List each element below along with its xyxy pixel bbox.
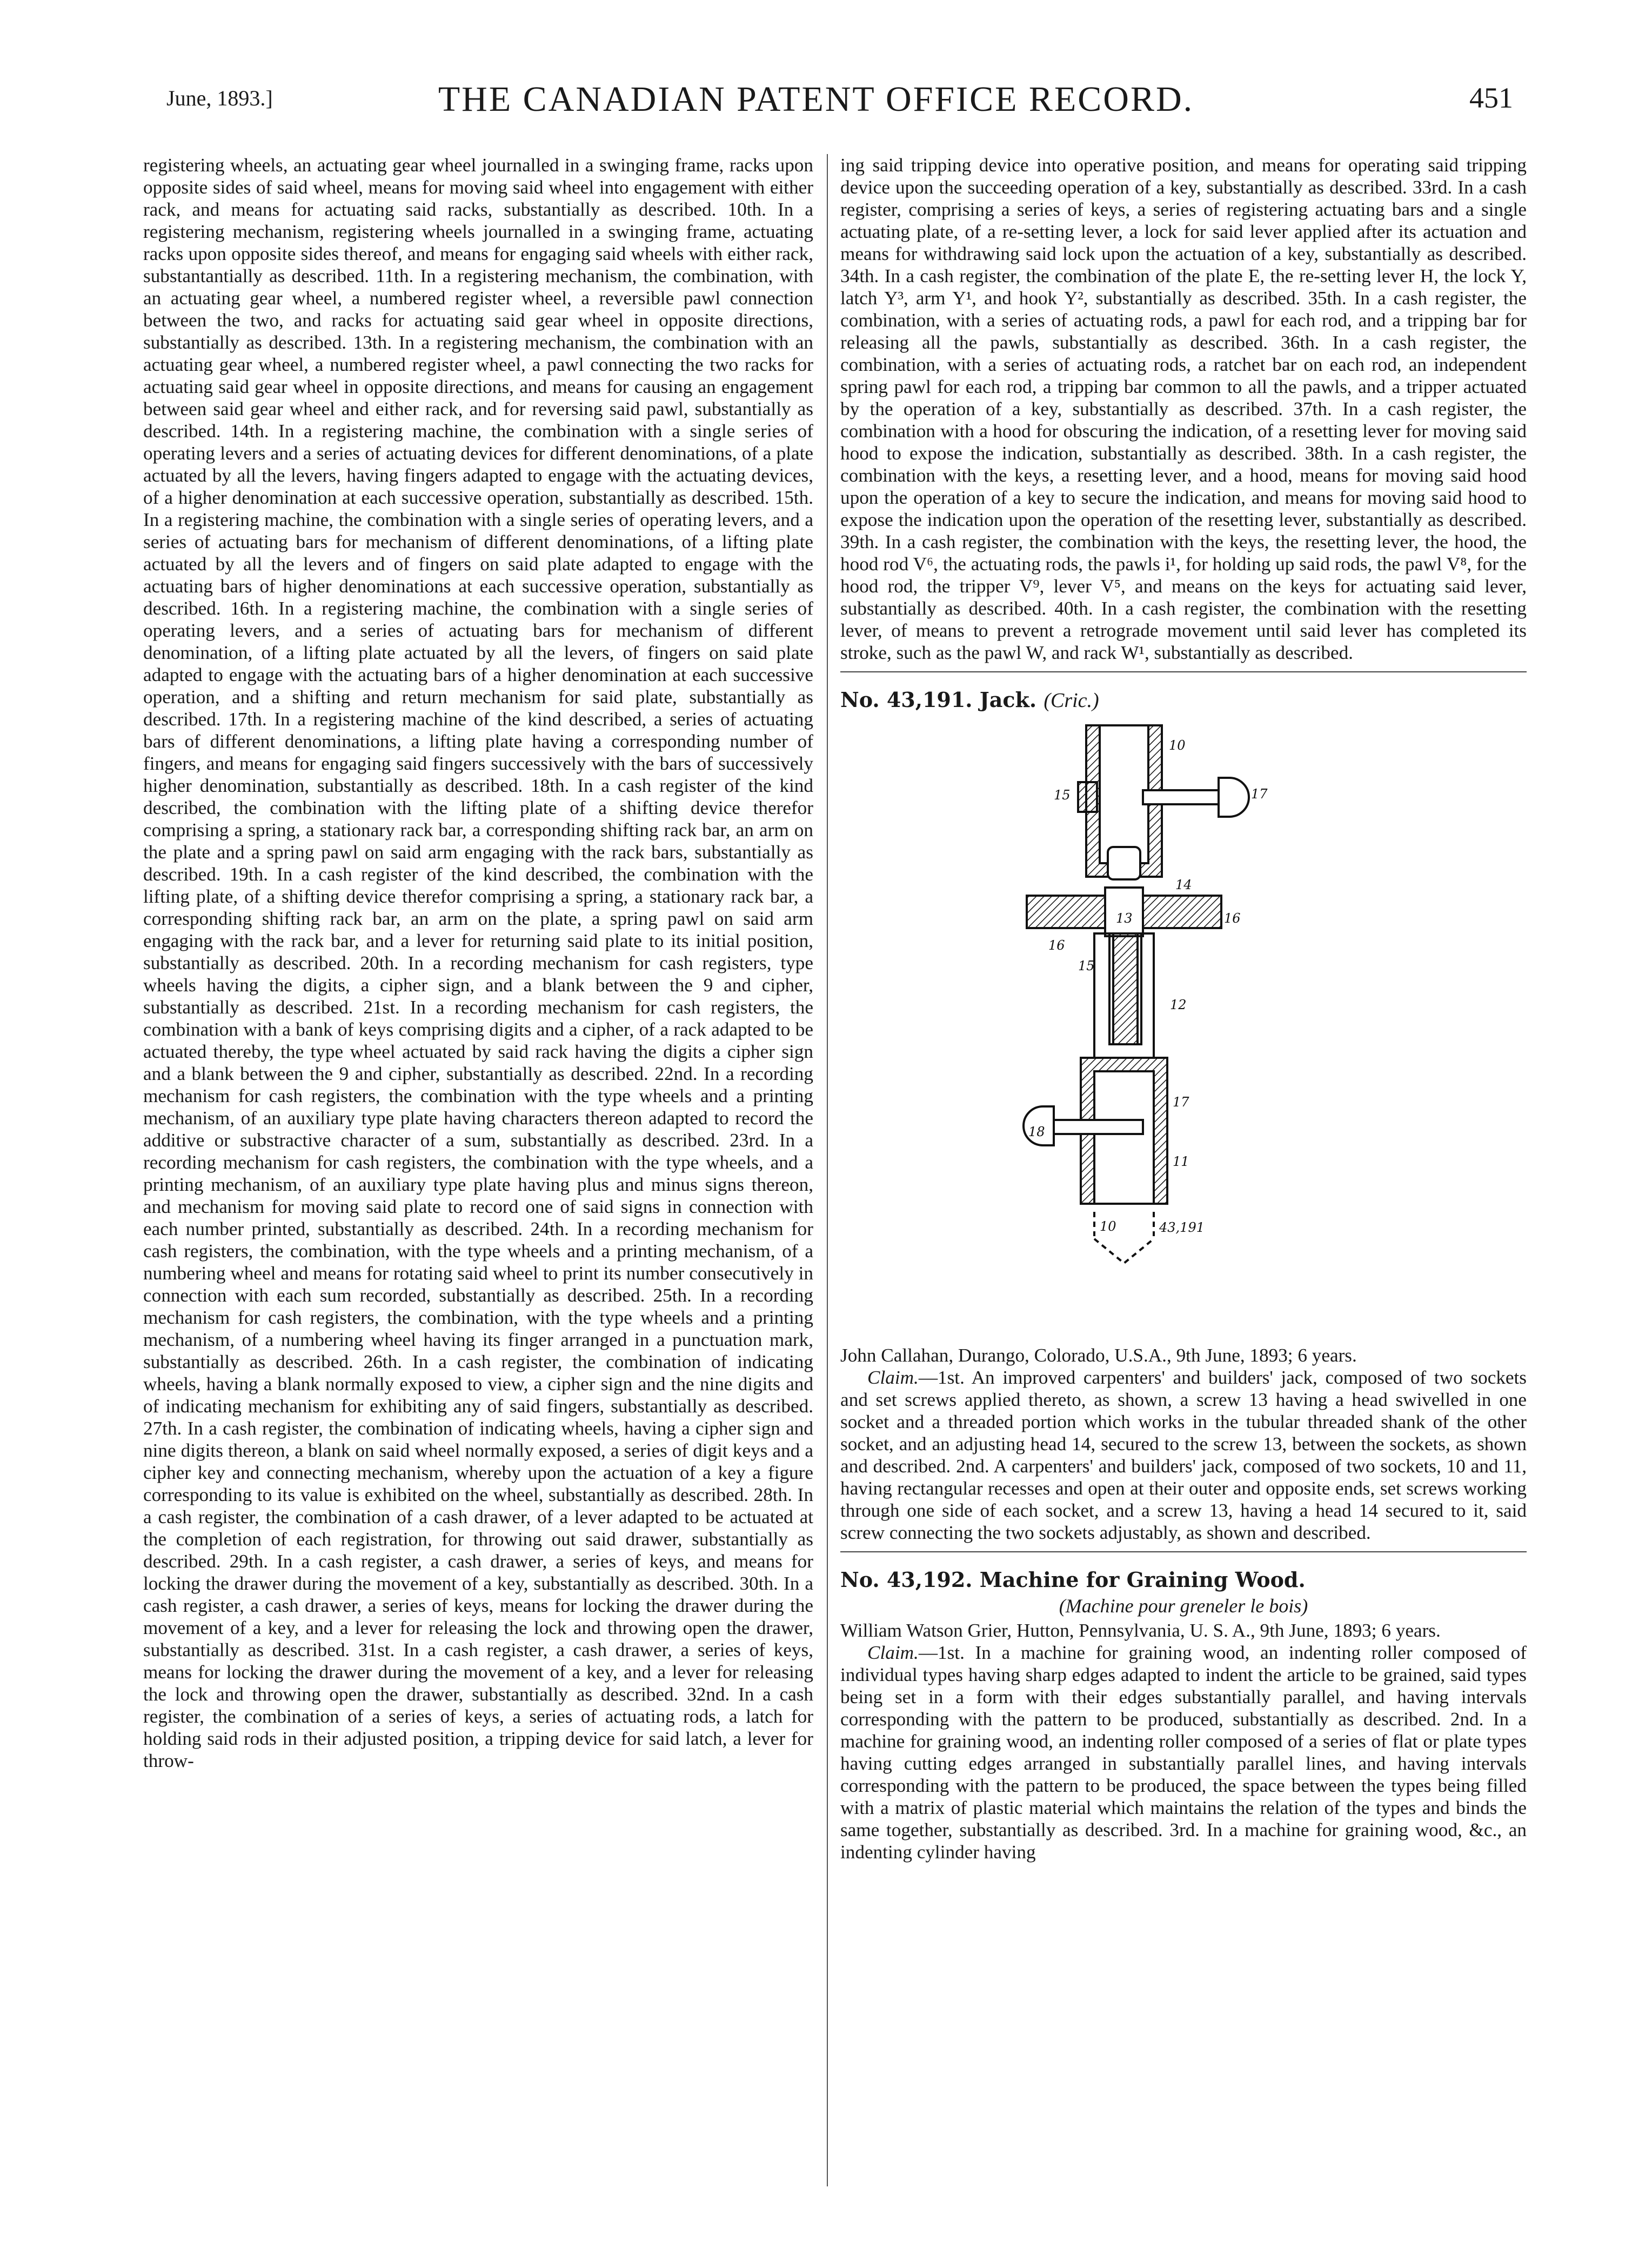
patent-heading-43192: [840, 1569, 1527, 1591]
left-column-text: registering wheels, an actuating gear wheel journalled in a swinging frame, racks upon opposite sides of said wheel, means for moving said wheel into engagement with either rack, and means for actuating said racks, substantially as described. 10th. In a registering mechanism, registering wheels journalled in a swinging frame, actuating racks upon opposite sides thereof, and means for engaging said wheels with either rack, substantantially as described. 11th. In a registering mechanism, the combination, with an actuating gear wheel, a numbered register wheel, a reversible pawl connection between the two, and racks for actuating said gear wheel in opposite directions, substantially as described. 13th. In a registering mechanism, the combination with an actuating gear wheel, a numbered register wheel, a pawl connecting the two racks for actuating said gear wheel in opposite directions, and means for causing an engagement between said gear wheel and either rack, and for reversing said pawl, substantially as described. 14th. In a registering machine, the combination with a single series of operating levers and a series of actuating devices for different denominations, of a plate actuated by all the levers, having fingers adapted to engage with the actuating devices, of a higher denomination at each successive operation, substantially as described. 15th. In a registering machine, the combination with a single series of operating levers, and a series of actuating bars for mechanism of different denominations, of a lifting plate actuated by all the levers and of fingers on said plate adapted to engage with the actuating bars of higher denominations at each successive operation, substantially as described. 16th. In a registering machine, the combination with a single series of operating levers, and a series of actuating bars for mechanism of different denomination, of a lifting plate actuated by all the levers, of fingers on said plate adapted to engage with the actuating bars of a higher denomination at each successive operation, and a shifting and return mechanism for said plate, substantially as described. 17th. In a registering machine of the kind described, a series of actuating bars of different denominations, a lifting plate having a corresponding number of fingers, and means for engaging said fingers successively with the bars of successively higher denomination, substantially as described. 18th. In a cash register of the kind described, the combination with the lifting plate of a shifting device therefor comprising a spring, a stationary rack bar, a corresponding shifting rack bar, an arm on the plate and a spring pawl on said arm engaging with the rack bars, substantially as described. 19th. In a cash register of the kind described, the combination with the lifting plate, of a shifting device therefor comprising a spring, a stationary rack bar, a corresponding shifting rack bar, an arm on the plate, a spring pawl on said arm engaging with the rack bar, and a lever for returning said plate to its initial position, substantially as described. 20th. In a recording mechanism for cash registers, type wheels having the digits, a cipher sign, and a blank between the 9 and cipher, substantially as described. 21st. In a recording mechanism for cash registers, the combination with a bank of keys comprising digits and a cipher, of a rack adapted to be actuated thereby, the type wheel actuated by said rack having the digits a cipher sign and a blank between the 9 and cipher, substantially as described. 22nd. In a recording mechanism for cash registers, the combination with the type wheels and a printing mechanism, of an auxiliary type plate having characters thereon adapted to record the additive or substractive character of a sum, substantially as described. 23rd. In a recording mechanism for cash registers, the combination with the type wheels, and a printing mechanism, of an auxiliary type plate having plus and minus signs thereon, and mechanism for moving said plate to record one of said signs in connection with each number printed, substantially as described. 24th. In a recording mechanism for cash registers, the combination, with the type wheels and a printing mechanism, of a numbering wheel and means for rotating said wheel to print its number consecutively in connection with each sum recorded, substantially as described. 25th. In a recording mechanism for cash registers, the combination, with the type wheels and a printing mechanism, of a numbering wheel having its finger arranged in a punctuation mark, substantially as described. 26th. In a cash register, the combination of indicating wheels, having a blank normally exposed to view, a cipher sign and the nine digits and of indicating mechanism for exhibiting any of said fingers, substantially as described. 27th. In a cash register, the combination of indicating wheels, having a cipher sign and nine digits thereon, a blank on said wheel normally exposed, a series of digit keys and a cipher key and connecting mechanism, whereby upon the actuation of a key a figure corresponding to its value is exhibited on the wheel, substantially as described. 28th. In a cash register, the combination of a cash drawer, of a lever adapted to be actuated at the completion of each registration, for throwing out said drawer, substantially as described. 29th. In a cash register, a cash drawer, a series of keys, and means for locking the drawer during the movement of a key, substantially as described. 30th. In a cash register, a cash drawer, a series of keys, means for locking the drawer during the movement of a key, and a lever for releasing the lock and throwing open the drawer, substantially as described. 31st. In a cash register, a cash drawer, a series of keys, means for locking the drawer during the movement of a key, and a lever for releasing the lock and throwing open the drawer, substantially as described. 32nd. In a cash register, the combination of a series of keys, a series of actuating rods, a latch for holding said rods in their adjusted position, a tripping device for said latch, a lever for throw-: [143, 155, 813, 1771]
label-14: 14: [1175, 877, 1192, 892]
label-18: 18: [1028, 1124, 1045, 1139]
right-column-continuation: ing said tripping device into operative position, and means for operating said tripping device upon the succeeding operation of a key, substantially as described. 33rd. In a cash register, comprising a series of keys, a series of registering actuating bars and a single actuating plate, of a re-setting lever, a lock for said lever applied after its actuation and means for withdrawing said lock upon the actuation of a key, substantially as described. 34th. In a cash register, the combination of the plate E, the re-setting lever H, the lock Y, latch Y³, arm Y¹, and hook Y², substantially as described. 35th. In a cash register, the combination, with a series of actuating rods, a pawl for each rod, and a tripping bar for releasing all the pawls, substantially as described. 36th. In a cash register, the combination, with a series of actuating rods, a ratchet bar on each rod, an independent spring pawl for each rod, a tripping bar common to all the pawls, and a tripper actuated by the operation of a key, substantially as described. 37th. In a cash register, the combination with a hood for obscuring the indication, of a resetting lever for moving said hood to expose the indication, substantially as described. 38th. In a cash register, the combination with the keys, a resetting lever, and a hood, means for moving said hood upon the operation of a key to secure the indication, and means for moving said hood to expose the indication upon the operation of the resetting lever, substantially as described. 39th. In a cash register, the combination with the keys, the resetting lever, the hood, the hood rod V⁶, the actuating rods, the pawls i¹, for holding up said rods, the pawl V⁸, for the hood rod, the tripper V⁹, lever V⁵, and means on the keys for actuating said lever, substantially as described. 40th. In a cash register, the combination with the resetting lever, of means to prevent a retrograde movement until said lever has completed its stroke, such as the pawl W, and rack W¹, substantially as described.: [840, 155, 1527, 663]
jack-figure: [840, 717, 1527, 1333]
page-number: 451: [1469, 82, 1513, 114]
claim-43192: [840, 1642, 1527, 1863]
running-header: [0, 65, 1632, 135]
claim-label: Claim.: [867, 1642, 919, 1663]
patent-number: No. 43,192.: [840, 1567, 973, 1592]
patent-french-name: (Machine pour greneler le bois): [1059, 1595, 1308, 1617]
label-15-lower: 15: [1078, 958, 1095, 973]
claim-label: Claim.: [867, 1367, 919, 1388]
label-10-lower: 10: [1100, 1219, 1116, 1234]
header-date: June, 1893.]: [166, 86, 273, 110]
column-divider: [827, 154, 828, 2186]
label-10: 10: [1169, 738, 1186, 753]
label-17-lower: 17: [1173, 1095, 1189, 1110]
patentee-43192: William Watson Grier, Hutton, Pennsylvania, U. S. A., 9th June, 1893; 6 years.: [840, 1620, 1441, 1641]
label-17: 17: [1251, 786, 1268, 802]
patent-french-name: (Cric.): [1044, 689, 1099, 712]
jack-drawing: [840, 717, 1527, 1333]
patentee-43191: John Callahan, Durango, Colorado, U.S.A., 9th June, 1893; 6 years.: [840, 1345, 1357, 1366]
label-15: 15: [1054, 788, 1071, 803]
patent-number: No. 43,191.: [840, 688, 973, 712]
left-column: [143, 154, 813, 1772]
entry-separator: [840, 671, 1527, 672]
right-column: [840, 154, 1527, 1863]
header-title: THE CANADIAN PATENT OFFICE RECORD.: [438, 79, 1194, 119]
patent-name: Machine for Graining Wood.: [979, 1567, 1306, 1592]
label-16-left: 16: [1048, 938, 1065, 953]
label-13: 13: [1116, 911, 1133, 926]
label-12: 12: [1170, 997, 1187, 1012]
label-11: 11: [1173, 1154, 1189, 1169]
claim-text: —1st. An improved carpenters' and builders' jack, composed of two sockets and set screws applied thereto, as shown, a screw 13 having a head swivelled in one socket and a threaded portion which works in the tubular threaded shank of the other socket, and an adjusting head 14, secured to the screw 13, between the sockets, as shown and described. 2nd. A carpenters' and builders' jack, composed of two sockets, 10 and 11, having rectangular recesses and open at their outer and opposite ends, set screws working through one side of each socket, and a screw 13, having a head 14 secured to it, said screw connecting the two sockets adjustably, as shown and described.: [840, 1367, 1527, 1543]
patent-name: Jack.: [979, 688, 1037, 712]
entry-separator: [840, 1551, 1527, 1552]
patent-heading-43191: [840, 689, 1527, 712]
claim-43191: [840, 1366, 1527, 1544]
claim-text: —1st. In a machine for graining wood, an indenting roller composed of individual types having sharp edges adapted to indent the article to be grained, said types being set in a form with their edges substantially parallel, and having intervals corresponding with the pattern to be produced, substantially as described. 2nd. In a machine for graining wood, an indenting roller composed of a series of flat or plate types having cutting edges arranged in substantially parallel lines, and having intervals corresponding with the pattern to be produced, the space between the types being filled with a matrix of plastic material which maintains the relation of the types and binds the same together, substantially as described. 3rd. In a machine for graining wood, &c., an indenting cylinder having: [840, 1642, 1527, 1863]
figure-number: 43,191: [1159, 1220, 1205, 1235]
label-16-right: 16: [1224, 911, 1241, 926]
